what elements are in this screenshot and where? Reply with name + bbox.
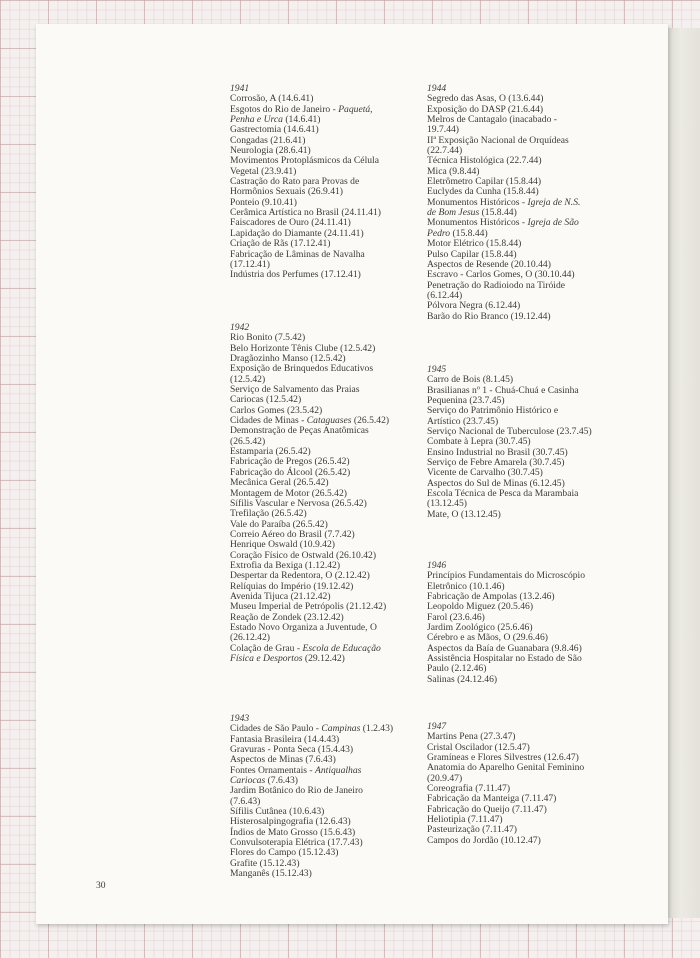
year-heading: 1943 (230, 713, 250, 724)
film-list (427, 375, 617, 520)
entry-text: Histerosalpingografia (12.6.43) (230, 816, 351, 828)
next-page-edge (666, 28, 700, 918)
film-list (427, 732, 617, 846)
entry-text: Serviço de Salvamento das Praias (230, 384, 360, 396)
entry-text: Dragãozinho Manso (12.5.42) (230, 353, 346, 365)
entry-text: Assistência Hospitalar no Estado de São (427, 653, 582, 665)
film-list (230, 94, 420, 280)
entry-text: Gastrectomia (14.6.41) (230, 124, 319, 136)
list-item (230, 869, 420, 879)
entry-text: Escola Técnica de Pesca da Marambaia (427, 488, 579, 500)
entry-text: (26.12.42) (230, 632, 270, 644)
entry-text: (7.6.43) (265, 775, 298, 787)
entry-text: Segredo das Asas, O (13.6.44) (427, 93, 544, 105)
entry-text: (15.8.44) (450, 227, 488, 239)
entry-text: Fabricação de Ampolas (13.2.46) (427, 591, 555, 603)
list-item (427, 510, 617, 520)
entry-text: (15.8.44) (479, 207, 517, 219)
entry-text: Mate, O (13.12.45) (427, 508, 501, 520)
entry-text: Henrique Oswald (10.9.42) (230, 539, 335, 551)
entry-text: Carro de Bois (8.1.45) (427, 374, 514, 386)
italic-text: Penha e Urca (230, 114, 283, 126)
entry-text: Carlos Gomes (23.5.42) (230, 404, 323, 416)
section-1945 (427, 365, 617, 520)
entry-text: Farol (23.6.46) (427, 611, 485, 623)
entry-text: Cérebro e as Mãos, O (29.6.46) (427, 632, 548, 644)
italic-text: Cataguases (306, 415, 352, 427)
entry-text: (14.6.41) (282, 114, 321, 126)
entry-text: Paulo (2.12.46) (427, 663, 487, 675)
entry-text: Aspectos de Resende (20.10.44) (427, 258, 551, 270)
entry-text: Técnica Histológica (22.7.44) (427, 155, 542, 167)
entry-text: Cidades de São Paulo - (230, 723, 322, 735)
list-item (427, 312, 617, 322)
entry-text: Grafite (15.12.43) (230, 857, 300, 869)
list-item (427, 675, 617, 685)
italic-text: Antiqualhas (315, 764, 362, 776)
entry-text: Aspectos do Sul de Minas (6.12.45) (427, 477, 565, 489)
entry-text: Fabricação do Queijo (7.11.47) (427, 803, 547, 815)
entry-text: (1.2.43) (360, 723, 394, 735)
list-item (427, 836, 617, 846)
section-1942 (230, 323, 420, 664)
entry-text: Coreografia (7.11.47) (427, 783, 511, 795)
entry-text: Fontes Ornamentais - (230, 764, 315, 776)
italic-text: Cariocas (230, 775, 266, 787)
entry-text: Vegetal (23.9.41) (230, 165, 297, 177)
entry-text: Rio Bonito (7.5.42) (230, 332, 306, 344)
entry-text: Eletrônico (10.1.46) (427, 580, 505, 592)
entry-text: Vale do Paraíba (26.5.42) (230, 518, 328, 530)
entry-text: Euclydes da Cunha (15.8.44) (427, 186, 539, 198)
section-1944 (427, 84, 617, 322)
entry-text: Museu Imperial de Petrópolis (21.12.42) (230, 601, 387, 613)
entry-text: (20.9.47) (427, 772, 463, 784)
entry-text: Heliotipia (7.11.47) (427, 814, 503, 826)
entry-text: Artístico (23.7.45) (427, 415, 499, 427)
year-heading: 1941 (230, 83, 250, 94)
entry-text: (26.5.42) (230, 435, 266, 447)
italic-text: de Bom Jesus (427, 207, 480, 219)
entry-text: Princípios Fundamentais do Microscópio (427, 570, 586, 582)
entry-text: Cristal Oscilador (12.5.47) (427, 741, 530, 753)
entry-text: Coração Físico de Ostwald (26.10.42) (230, 549, 377, 561)
entry-text: (26.5.42) (351, 415, 390, 427)
film-list (427, 94, 617, 322)
italic-text: Escola de Educação (302, 642, 381, 654)
entry-text: Vicente de Carvalho (30.7.45) (427, 467, 543, 479)
year-heading: 1946 (427, 560, 447, 571)
entry-text: Melros de Cantagalo (inacabado - (427, 114, 557, 126)
entry-text: (29.12.42) (302, 653, 345, 664)
entry-text: Trefilação (26.5.42) (230, 508, 307, 520)
entry-text: Sífilis Vascular e Nervosa (26.5.42) (230, 497, 367, 509)
entry-text: Fantasia Brasileira (14.4.43) (230, 733, 340, 745)
italic-text: Igreja de São (527, 217, 579, 229)
entry-text: Pequenina (23.7.45) (427, 395, 505, 407)
entry-text: Criação de Rãs (17.12.41) (230, 238, 331, 250)
entry-text: Estado Novo Organiza a Juventude, O (230, 621, 377, 633)
entry-text: Cerâmica Artística no Brasil (24.11.41) (230, 207, 381, 219)
entry-text: Lapidação do Diamante (24.11.41) (230, 227, 364, 239)
entry-text: Pasteurização (7.11.47) (427, 824, 517, 836)
entry-text: (22.7.44) (427, 145, 463, 157)
entry-text: Castração do Rato para Provas de (230, 176, 360, 188)
entry-text: Gravuras - Ponta Seca (15.4.43) (230, 744, 354, 756)
entry-text: Indústria dos Perfumes (17.12.41) (230, 269, 361, 281)
entry-text: Fabricação de Lâminas de Navalha (230, 248, 365, 260)
entry-text: Belo Horizonte Tênis Clube (12.5.42) (230, 342, 376, 354)
entry-text: Sífilis Cutânea (10.6.43) (230, 806, 325, 818)
entry-text: Montagem de Motor (26.5.42) (230, 487, 347, 499)
year-heading: 1942 (230, 322, 250, 333)
entry-text: Serviço Nacional de Tuberculose (23.7.45) (427, 426, 592, 438)
entry-text: Cidades de Minas - (230, 415, 307, 427)
entry-text: Relíquias do Império (19.12.42) (230, 580, 354, 592)
entry-text: Combate à Lepra (30.7.45) (427, 436, 531, 448)
entry-text: Pulso Capilar (15.8.44) (427, 248, 517, 260)
entry-text: Despertar da Redentora, O (2.12.42) (230, 570, 370, 582)
entry-text: Jardim Zoológico (25.6.46) (427, 622, 533, 634)
list-item (230, 654, 420, 664)
entry-text: Convulsoterapia Elétrica (17.7.43) (230, 837, 363, 849)
film-list (230, 333, 420, 664)
section-1943 (230, 714, 420, 880)
entry-text: Mica (9.8.44) (427, 165, 480, 177)
entry-text: Gramíneas e Flores Silvestres (12.6.47) (427, 752, 579, 764)
entry-text: Serviço de Febre Amarela (30.7.45) (427, 457, 565, 469)
entry-text: (7.6.43) (230, 795, 261, 807)
entry-text: IIª Exposição Nacional de Orquídeas (427, 134, 569, 146)
entry-text: Congadas (21.6.41) (230, 134, 306, 146)
entry-text: Escravo - Carlos Gomes, O (30.10.44) (427, 269, 575, 281)
entry-text: Salinas (24.12.46) (427, 673, 498, 685)
entry-text: Anatomia do Aparelho Genital Feminino (427, 762, 585, 774)
entry-text: Hormônios Sexuais (26.9.41) (230, 186, 343, 198)
entry-text: Aspectos da Baía de Guanabara (9.8.46) (427, 642, 582, 654)
italic-text: Campinas (321, 723, 361, 735)
entry-text: Monumentos Históricos - (427, 217, 528, 229)
section-1941 (230, 84, 420, 281)
entry-text: Barão do Rio Branco (19.12.44) (427, 310, 551, 322)
entry-text: Exposição do DASP (21.6.44) (427, 103, 544, 115)
entry-text: Aspectos de Minas (7.6.43) (230, 754, 336, 766)
entry-text: (12.5.42) (230, 373, 266, 385)
entry-text: Monumentos Históricos - (427, 196, 528, 208)
entry-text: Movimentos Protoplásmicos da Célula (230, 155, 379, 167)
entry-text: Leopoldo Miguez (20.5.46) (427, 601, 534, 613)
entry-text: Eletrômetro Capilar (15.8.44) (427, 176, 542, 188)
entry-text: Mecânica Geral (26.5.42) (230, 477, 329, 489)
entry-text: Jardim Botânico do Rio de Janeiro (230, 785, 363, 797)
entry-text: Avenida Tijuca (21.12.42) (230, 590, 331, 602)
entry-text: Exposição de Brinquedos Educativos (230, 363, 374, 375)
entry-text: Faiscadores de Ouro (24.11.41) (230, 217, 351, 229)
entry-text: Motor Elétrico (15.8.44) (427, 238, 522, 250)
entry-text: Fabricação de Pregos (26.5.42) (230, 456, 350, 468)
entry-text: Colação de Grau - (230, 642, 303, 654)
entry-text: 19.7.44) (427, 124, 459, 136)
year-heading: 1944 (427, 83, 447, 94)
entry-text: (6.12.44) (427, 289, 463, 301)
entry-text: Pólvora Negra (6.12.44) (427, 300, 521, 312)
entry-text: Correio Aéreo do Brasil (7.7.42) (230, 528, 355, 540)
entry-text: Corrosão, A (14.6.41) (230, 93, 314, 105)
entry-text: Martins Pena (27.3.47) (427, 731, 516, 743)
entry-text: Serviço do Patrimônio Histórico e (427, 405, 559, 417)
entry-text: Fabricação da Manteiga (7.11.47) (427, 793, 557, 805)
entry-text: Cariocas (12.5.42) (230, 394, 302, 406)
italic-text: Pedro (427, 227, 451, 239)
italic-text: Física e Desportos (230, 653, 303, 664)
entry-text: Fabricação do Álcool (26.5.42) (230, 466, 351, 478)
entry-text: (17.12.41) (230, 258, 270, 270)
entry-text: Demonstração de Peças Anatômicas (230, 425, 369, 437)
entry-text: Ensino Industrial no Brasil (30.7.45) (427, 446, 568, 458)
entry-text: Estamparia (26.5.42) (230, 446, 311, 458)
entry-text: Penetração do Radioiodo na Tiróide (427, 279, 566, 291)
entry-text: Extrofia da Bexiga (1.12.42) (230, 559, 341, 571)
entry-text: Reação de Zondek (23.12.42) (230, 611, 344, 623)
entry-text: Manganês (15.12.43) (230, 868, 312, 880)
entry-text: Flores do Campo (15.12.43) (230, 847, 339, 859)
entry-text: (13.12.45) (427, 498, 467, 510)
italic-text: Igreja de N.S. (527, 196, 581, 208)
italic-text: Paquetá, (338, 103, 373, 115)
section-1946 (427, 561, 617, 685)
list-item (230, 270, 420, 280)
year-heading: 1947 (427, 721, 447, 732)
film-list (230, 724, 420, 879)
entry-text: Neurologia (28.6.41) (230, 145, 311, 157)
entry-text: Campos do Jordão (10.12.47) (427, 834, 541, 846)
entry-text: Brasilianas nº 1 - Chuá-Chuá e Casinha (427, 384, 579, 396)
entry-text: Esgotos do Rio de Janeiro - (230, 103, 339, 115)
entry-text: Ponteio (9.10.41) (230, 196, 297, 208)
page-number: 30 (96, 880, 106, 891)
year-heading: 1945 (427, 364, 447, 375)
section-1947 (427, 722, 617, 846)
entry-text: Índios de Mato Grosso (15.6.43) (230, 826, 356, 838)
film-list (427, 571, 617, 685)
